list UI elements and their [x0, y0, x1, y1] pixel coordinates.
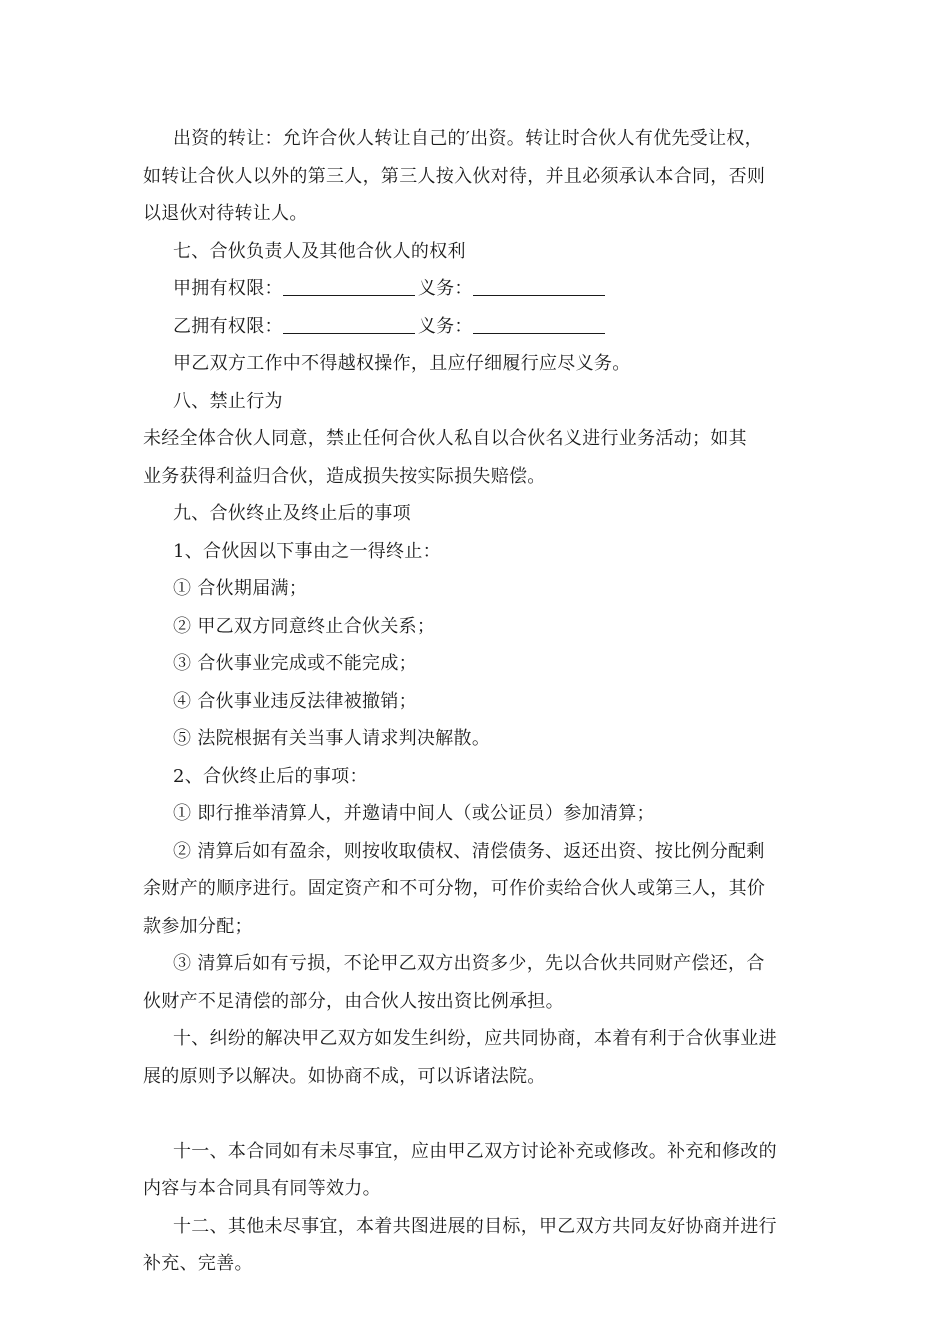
document-page [143, 120, 807, 1283]
party-b-rights-label: 乙拥有权限： [173, 315, 283, 337]
section-heading-7: 七、合伙负责人及其他合伙人的权利 [173, 240, 466, 262]
section-heading-8: 八、禁止行为 [173, 390, 283, 412]
section-heading-10: 十、纠纷的解决甲乙双方如发生纠纷，应共同协商，本着有利于合伙事业进 [173, 1028, 777, 1049]
paragraph-line: 内容与本合同具有同等效力。 [143, 1178, 381, 1199]
paragraph-line: 2、合伙终止后的事项： [173, 765, 368, 787]
paragraph-line: 出资的转让：允许合伙人转让自己的′出资。转让时合伙人有优先受让权， [173, 128, 763, 149]
party-b-rights-blank[interactable] [283, 311, 415, 334]
list-item: ② 清算后如有盈余，则按收取债权、清偿债务、返还出资、按比例分配剩 [173, 840, 765, 862]
paragraph-line: 甲乙双方工作中不得越权操作，且应仔细履行应尽义务。 [173, 353, 631, 374]
list-item: ③ 清算后如有亏损，不论甲乙双方出资多少，先以合伙共同财产偿还，合 [173, 953, 765, 974]
paragraph-line: 伙财产不足清偿的部分，由合伙人按出资比例承担。 [143, 990, 564, 1012]
party-a-rights-blank[interactable] [283, 273, 415, 296]
paragraph-line: 1、合伙因以下事由之一得终止： [173, 540, 441, 562]
list-item: ⑤ 法院根据有关当事人请求判决解散。 [173, 728, 491, 749]
section-heading-12: 十二、其他未尽事宜，本着共图进展的目标，甲乙双方共同友好协商并进行 [173, 1215, 777, 1237]
paragraph-gap [143, 1095, 807, 1133]
list-item: ④ 合伙事业违反法律被撤销； [173, 690, 417, 712]
list-item: ② 甲乙双方同意终止合伙关系； [173, 615, 436, 637]
paragraph-line: 款参加分配； [143, 915, 253, 937]
party-b-rights-row [143, 308, 807, 346]
party-a-rights-label: 甲拥有权限： [173, 278, 283, 299]
list-item: ① 合伙期届满； [173, 578, 308, 599]
list-item: ① 即行推举清算人，并邀请中间人（或公证员）参加清算； [173, 803, 655, 824]
paragraph-line: 未经全体合伙人同意，禁止任何合伙人私自以合伙名义进行业务活动；如其 [143, 428, 747, 449]
paragraph-line: 补充、完善。 [143, 1253, 253, 1274]
party-b-duties-blank[interactable] [473, 311, 605, 334]
paragraph-line: 以退伙对待转让人。 [143, 203, 308, 224]
party-a-rights-row [143, 270, 807, 308]
paragraph-line: 余财产的顺序进行。固定资产和不可分物，可作价卖给合伙人或第三人，其价 [143, 878, 766, 899]
section-heading-11: 十一、本合同如有未尽事宜，应由甲乙双方讨论补充或修改。补充和修改的 [173, 1140, 777, 1162]
paragraph-line: 展的原则予以解决。如协商不成，可以诉诸法院。 [143, 1065, 546, 1087]
paragraph-line: 如转让合伙人以外的第三人，第三人按入伙对待，并且必须承认本合同，否则 [143, 165, 766, 187]
list-item: ③ 合伙事业完成或不能完成； [173, 653, 417, 674]
paragraph-line: 业务获得利益归合伙，造成损失按实际损失赔偿。 [143, 465, 546, 487]
party-a-duties-label: 义务： [417, 278, 473, 299]
party-a-duties-blank[interactable] [473, 273, 605, 296]
section-heading-9: 九、合伙终止及终止后的事项 [173, 503, 411, 524]
party-b-duties-label: 义务： [417, 315, 473, 337]
